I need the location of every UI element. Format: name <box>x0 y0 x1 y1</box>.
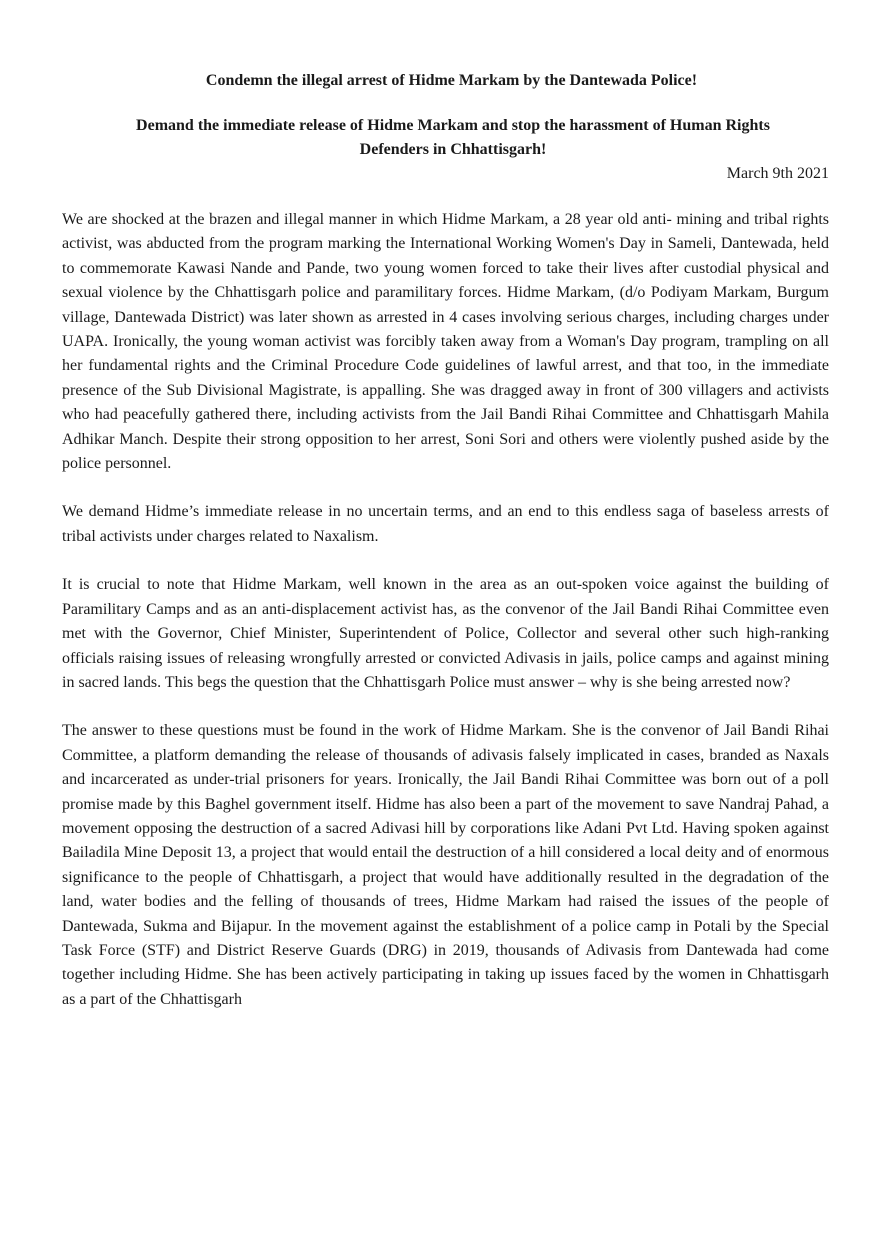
paragraph-activism-background: It is crucial to note that Hidme Markam, well known in the area as an out-spoken voice against the building of Paramilitary Camps and as an anti-displacement activist has, as the convenor of the Jail Bandi Rihai Committee even met with the Governor, Chief Minister, Superintendent of Police, Collector and several other such high-ranking officials raising issues of releasing wrongfully arrested or convicted Adivasis in jails, police camps and against mining in sacred lands. This begs the question that the Chhattisgarh Police must answer – why is she being arrested now? <box>62 576 829 691</box>
paragraph-release-demand: We demand Hidme’s immediate release in no uncertain terms, and an end to this endless saga of baseless arrests of tribal activists under charges related to Naxalism. <box>62 503 829 545</box>
paragraph-work-of-hidme: The answer to these questions must be found in the work of Hidme Markam. She is the convenor of Jail Bandi Rihai Committee, a platform demanding the release of thousands of adivasis falsely implicated in cases, branded as Naxals and incarcerated as under-trial prisoners for years. Ironically, the Jail Bandi Rihai Committee was born out of a poll promise made by this Baghel government itself. Hidme has also been a part of the movement to save Nandraj Pahad, a movement opposing the destruction of a sacred Adivasi hill by corporations like Adani Pvt Ltd. Having spoken against Bailadila Mine Deposit 13, a project that would entail the destruction of a hill considered a local deity and of enormous significance to the people of Chhattisgarh, a project that would have additionally resulted in the degradation of the land, water bodies and the felling of thousands of trees, Hidme Markam had raised the issues of the people of Dantewada, Sukma and Bijapur. In the movement against the establishment of a police camp in Potali by the Special Task Force (STF) and District Reserve Guards (DRG) in 2019, thousands of Adivasis from Dantewada had come together including Hidme. She has been actively participating in taking up issues faced by the women in Chhattisgarh as a part of the Chhattisgarh <box>62 722 829 1008</box>
document-title-primary: Condemn the illegal arrest of Hidme Markam by the Dantewada Police! <box>205 72 698 89</box>
paragraph-arrest-account: We are shocked at the brazen and illegal manner in which Hidme Markam, a 28 year old anti- mining and tribal rights activist, was abducted from the program marking the International Working Women's Day in Sameli, Dantewada, held to commemorate Kawasi Nande and Pande, two young women forced to take their lives after custodial physical and sexual violence by the Chhattisgarh police and paramilitary forces. Hidme Markam, (d/o Podiyam Markam, Burgum village, Dantewada District) was later shown as arrested in 4 cases involving serious charges, including charges under UAPA. Ironically, the young woman activist was forcibly taken away from a Woman's Day program, trampling on all her fundamental rights and the Criminal Procedure Code guidelines of lawful arrest, and that too, in the immediate presence of the Sub Divisional Magistrate, is appalling. She was dragged away in front of 300 villagers and activists who had peacefully gathered there, including activists from the Jail Bandi Rihai Committee and Chhattisgarh Mahila Adhikar Manch. Despite their strong opposition to her arrest, Soni Sori and others were violently pushed aside by the police personnel. <box>62 211 829 473</box>
document-date: March 9th 2021 <box>726 165 829 182</box>
document-title-secondary: Demand the immediate release of Hidme Markam and stop the harassment of Human Rights Defenders in Chhattisgarh! <box>136 117 770 158</box>
